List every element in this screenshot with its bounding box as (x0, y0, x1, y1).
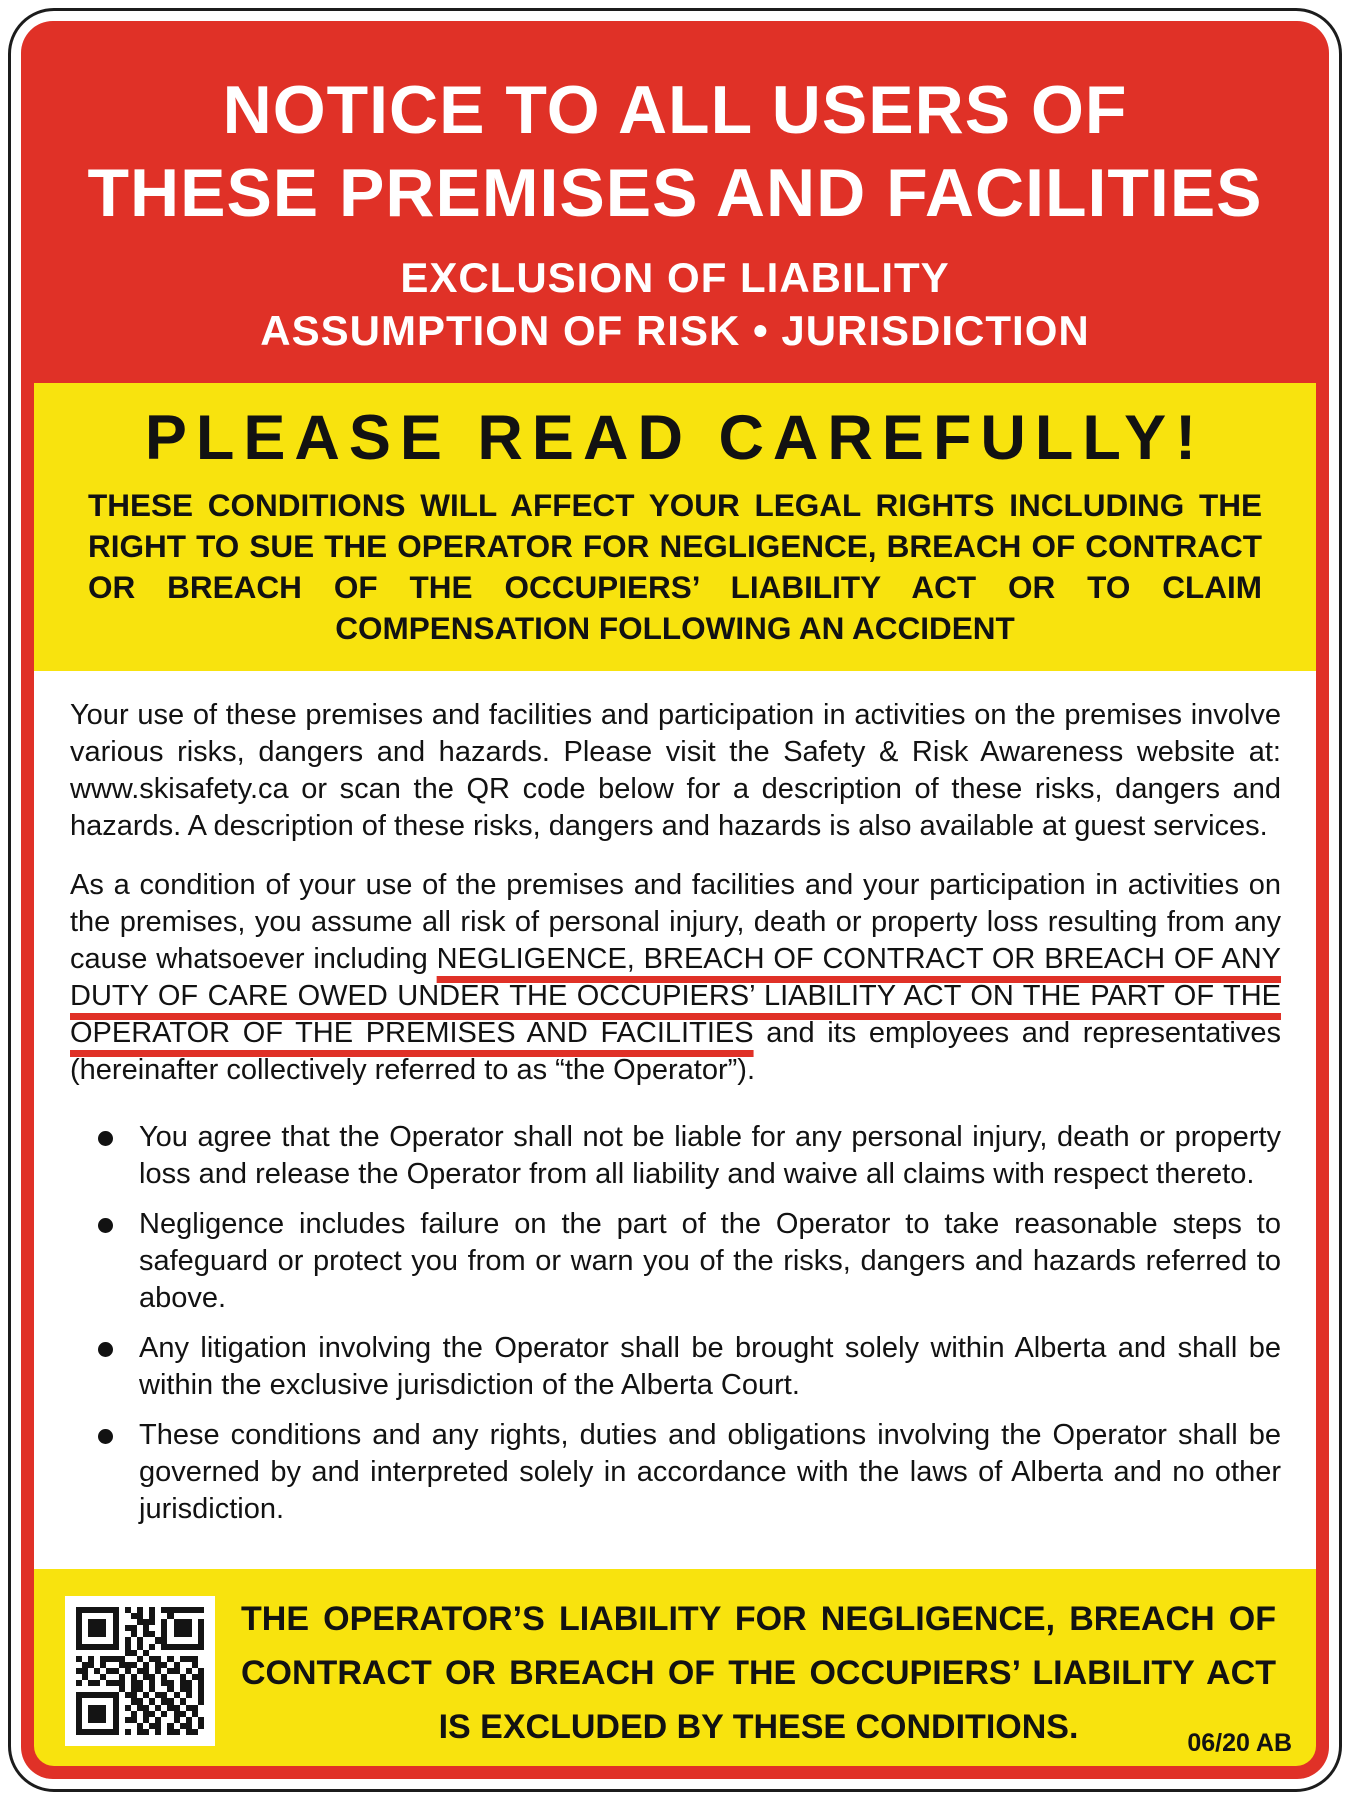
bullet-icon (98, 1131, 113, 1146)
body-paragraph-1: Your use of these premises and facilities and participation in activities on the premises involve various risks, dangers and hazards. Please visit the Safety & Risk Awareness website at: www.skisafety.ca or scan the QR code below for a description of these risks, dangers and hazards. A description of these risks, dangers and hazards is also available at guest services. (70, 699, 1281, 842)
paragraph2-suffix: and its employees and representatives (hereinafter collectively referred to as “the Operator”). (70, 1017, 1281, 1086)
list-item-text: You agree that the Operator shall not be liable for any personal injury, death or property loss and release the Operator from all liability and waive all claims with respect thereto. (139, 1121, 1281, 1190)
list-item (98, 1206, 1281, 1317)
body-paragraph-2 (70, 867, 1281, 1089)
list-item (98, 1330, 1281, 1404)
qr-code-icon (65, 1596, 215, 1746)
list-item (98, 1417, 1281, 1528)
sign-title-line1: NOTICE TO ALL USERS OF (222, 72, 1128, 148)
sign-header (34, 21, 1316, 383)
footer-exclusion-statement: THE OPERATOR’S LIABILITY FOR NEGLIGENCE, BREACH OF CONTRACT OR BREACH OF THE OCCUPIERS’ LIABILITY ACT IS EXCLUDED BY THESE CONDITIONS. (241, 1600, 1276, 1746)
paragraph2-prefix: As a condition of your use of the premises and facilities and your participation in activities on the premises, you assume all risk of personal injury, death or property loss resulting from any cause whatsoever including (70, 869, 1281, 975)
body-section (34, 671, 1316, 1569)
sign-panel (21, 21, 1329, 1779)
sign-title (34, 69, 1316, 235)
warning-title: PLEASE READ CAREFULLY! (144, 403, 1206, 473)
qr-code-grid (76, 1607, 204, 1735)
bullet-icon (98, 1218, 113, 1233)
sign-title-line2: THESE PREMISES AND FACILITIES (87, 155, 1263, 231)
sign-border-outline (8, 8, 1342, 1792)
list-item-text: Negligence includes failure on the part of the Operator to take reasonable steps to safeguard or protect you from or warn you of the risks, dangers and hazards referred to above. (139, 1208, 1281, 1314)
sign-subtitle (34, 251, 1316, 357)
warning-body: THESE CONDITIONS WILL AFFECT YOUR LEGAL RIGHTS INCLUDING THE RIGHT TO SUE THE OPERATOR FOR NEGLIGENCE, BREACH OF CONTRACT OR BREACH OF THE OCCUPIERS’ LIABILITY ACT OR TO CLAIM COMPENSATION FOLLOWING AN ACCIDENT (88, 487, 1262, 646)
bullet-icon (98, 1429, 113, 1444)
warning-panel (34, 383, 1316, 671)
conditions-list (70, 1119, 1281, 1528)
sign-subtitle-line1: EXCLUSION OF LIABILITY (400, 254, 950, 301)
list-item-text: Any litigation involving the Operator shall be brought solely within Alberta and shall be within the exclusive jurisdiction of the Alberta Court. (139, 1332, 1281, 1401)
list-item-text: These conditions and any rights, duties and obligations involving the Operator shall be governed by and interpreted solely in accordance with the laws of Alberta and no other jurisdiction. (139, 1419, 1281, 1525)
paragraph2-underlined-clause: NEGLIGENCE, BREACH OF CONTRACT OR BREACH OF ANY DUTY OF CARE OWED UNDER THE OCCUPIERS’ LIABILITY ACT ON THE PART OF THE OPERATOR OF THE PREMISES AND FACILITIES (70, 943, 1281, 1049)
footer-panel (34, 1569, 1316, 1766)
version-label: 06/20 AB (1187, 1729, 1292, 1757)
list-item (98, 1119, 1281, 1193)
sign-subtitle-line2: ASSUMPTION OF RISK • JURISDICTION (260, 307, 1090, 354)
bullet-icon (98, 1342, 113, 1357)
